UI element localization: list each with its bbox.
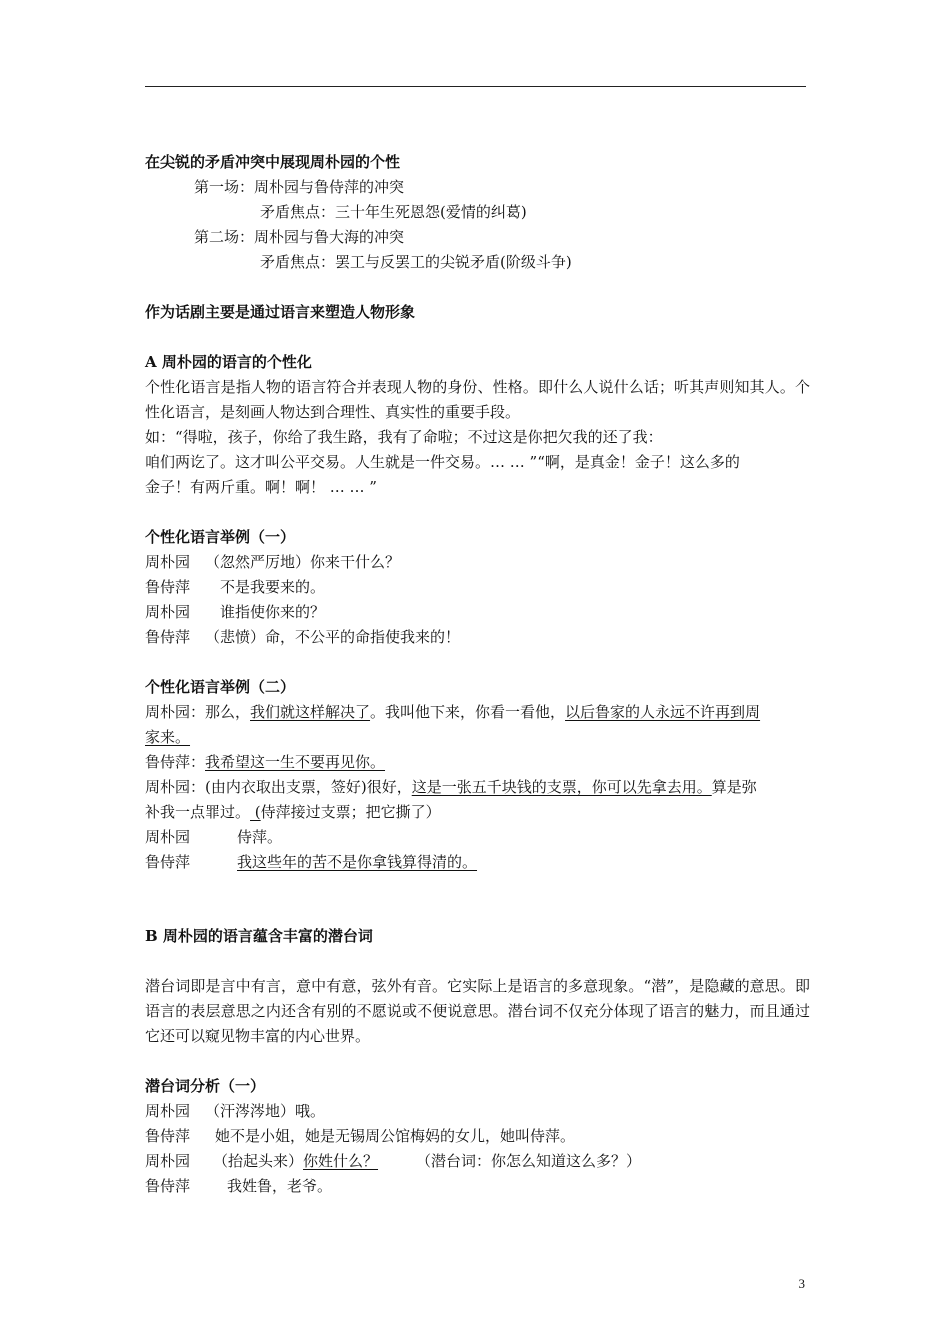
example-one-heading: 个性化语言举例（一） bbox=[145, 528, 296, 546]
scene-one: 第一场：周朴园与鲁侍萍的冲突 bbox=[194, 178, 405, 196]
dialogue-text: 补我一点罪过。 bbox=[145, 803, 251, 821]
dialogue-text: 算是弥 bbox=[711, 778, 757, 796]
speaker: 鲁侍萍 bbox=[145, 1127, 191, 1145]
section-heading: 作为话剧主要是通过语言来塑造人物形象 bbox=[145, 303, 416, 321]
dialogue-text: 周朴园：那么， bbox=[145, 703, 251, 721]
conflict-focus-two: 矛盾焦点：罢工与反罢工的尖锐矛盾(阶级斗争) bbox=[260, 253, 572, 271]
speaker: 鲁侍萍 bbox=[145, 578, 191, 596]
dialogue-line bbox=[145, 750, 810, 775]
dialogue-line bbox=[145, 725, 810, 750]
dialogue-text: （潜台词：你怎么知道这么多？） bbox=[416, 1152, 642, 1170]
conflict-focus-one: 矛盾焦点：三十年生死恩怨(爱情的纠葛) bbox=[260, 203, 527, 221]
quote-line: 如：“得啦，孩子，你给了我生路，我有了命啦；不过这是你把欠我的还了我： bbox=[145, 428, 663, 446]
dialogue-line bbox=[145, 800, 810, 825]
dialogue-text: 我姓鲁，老爷。 bbox=[227, 1177, 333, 1195]
dialogue-text: 。我叫他下来，你看一看他， bbox=[370, 703, 566, 721]
dialogue-line bbox=[145, 550, 810, 575]
dialogue-text: 周朴园：(由内衣取出支票，签好)很好， bbox=[145, 778, 412, 796]
dialogue-text: 侍萍。 bbox=[237, 828, 283, 846]
dialogue-line bbox=[145, 1099, 810, 1124]
dialogue-line bbox=[145, 1124, 810, 1149]
example-two-heading: 个性化语言举例（二） bbox=[145, 678, 296, 696]
dialogue-line bbox=[145, 850, 810, 875]
scene-two: 第二场：周朴园与鲁大海的冲突 bbox=[194, 228, 405, 246]
quote-line: 咱们两讫了。这才叫公平交易。人生就是一件交易。… … ”“啊，是真金！金子！这么多的 bbox=[145, 453, 740, 471]
analysis-one-heading: 潜台词分析（一） bbox=[145, 1077, 266, 1095]
dialogue-line bbox=[145, 1174, 810, 1199]
speaker: 周朴园 bbox=[145, 1102, 191, 1120]
dialogue-text: 鲁侍萍： bbox=[145, 753, 206, 771]
speaker: 周朴园 bbox=[145, 603, 191, 621]
dialogue-text: 侍萍接过支票；把它撕了） bbox=[260, 803, 441, 821]
underlined-text: 这是一张五千块钱的支票，你可以先拿去用。 bbox=[411, 778, 712, 796]
speaker: 周朴园 bbox=[145, 1152, 191, 1170]
section-a-heading: A 周朴园的语言的个性化 bbox=[145, 353, 312, 371]
dialogue-line bbox=[145, 775, 810, 800]
section-b-heading: B 周朴园的语言蕴含丰富的潜台词 bbox=[145, 927, 373, 945]
speaker: 周朴园 bbox=[145, 553, 191, 571]
underlined-text: 你姓什么？ bbox=[303, 1152, 379, 1170]
dialogue-line bbox=[145, 625, 810, 650]
quote-line: 金子！有两斤重。啊！啊！ … … ” bbox=[145, 478, 377, 496]
dialogue-text: 不是我要来的。 bbox=[205, 578, 326, 596]
dialogue-line bbox=[145, 1149, 810, 1174]
dialogue-line bbox=[145, 825, 810, 850]
dialogue-text: （悲愤）命，不公平的命指使我来的！ bbox=[205, 628, 461, 646]
underlined-text: 我们就这样解决了 bbox=[250, 703, 371, 721]
header-rule bbox=[145, 86, 806, 87]
dialogue-text: （抬起头来） bbox=[213, 1152, 304, 1170]
underlined-text: 我希望这一生不要再见你。 bbox=[205, 753, 386, 771]
dialogue-text: （忽然严厉地）你来干什么？ bbox=[205, 553, 401, 571]
dialogue-text: 她不是小姐，她是无锡周公馆梅妈的女儿，她叫侍萍。 bbox=[215, 1127, 576, 1145]
section-a-paragraph: 个性化语言是指人物的语言符合并表现人物的身份、性格。即什么人说什么话；听其声则知其人。个性化语言，是刻画人物达到合理性、真实性的重要手段。 bbox=[145, 378, 810, 421]
underlined-text: 家来。 bbox=[145, 728, 191, 746]
page-number: 3 bbox=[798, 1276, 805, 1291]
underlined-text: 我这些年的苦不是你拿钱算得清的。 bbox=[237, 853, 478, 871]
section-heading: 在尖锐的矛盾冲突中展现周朴园的个性 bbox=[145, 153, 401, 171]
dialogue-text: 谁指使你来的？ bbox=[205, 603, 326, 621]
underlined-text: 以后鲁家的人永远不许再到周 bbox=[565, 703, 761, 721]
dialogue-text: （汗涔涔地）哦。 bbox=[205, 1102, 326, 1120]
speaker: 鲁侍萍 bbox=[145, 628, 191, 646]
dialogue-line bbox=[145, 600, 810, 625]
dialogue-line bbox=[145, 700, 810, 725]
dialogue-line bbox=[145, 575, 810, 600]
document-body bbox=[145, 150, 810, 1199]
speaker: 周朴园 bbox=[145, 828, 191, 846]
speaker: 鲁侍萍 bbox=[145, 853, 191, 871]
section-b-paragraph: 潜台词即是言中有言，意中有意，弦外有音。它实际上是语言的多意现象。“潜”，是隐藏的意思。即语言的表层意思之内还含有别的不愿说或不便说意思。潜台词不仅充分体现了语言的魅力，而且通过它还可以窥见物丰富的内心世界。 bbox=[145, 977, 810, 1045]
underlined-text: ( bbox=[250, 803, 261, 821]
speaker: 鲁侍萍 bbox=[145, 1177, 191, 1195]
